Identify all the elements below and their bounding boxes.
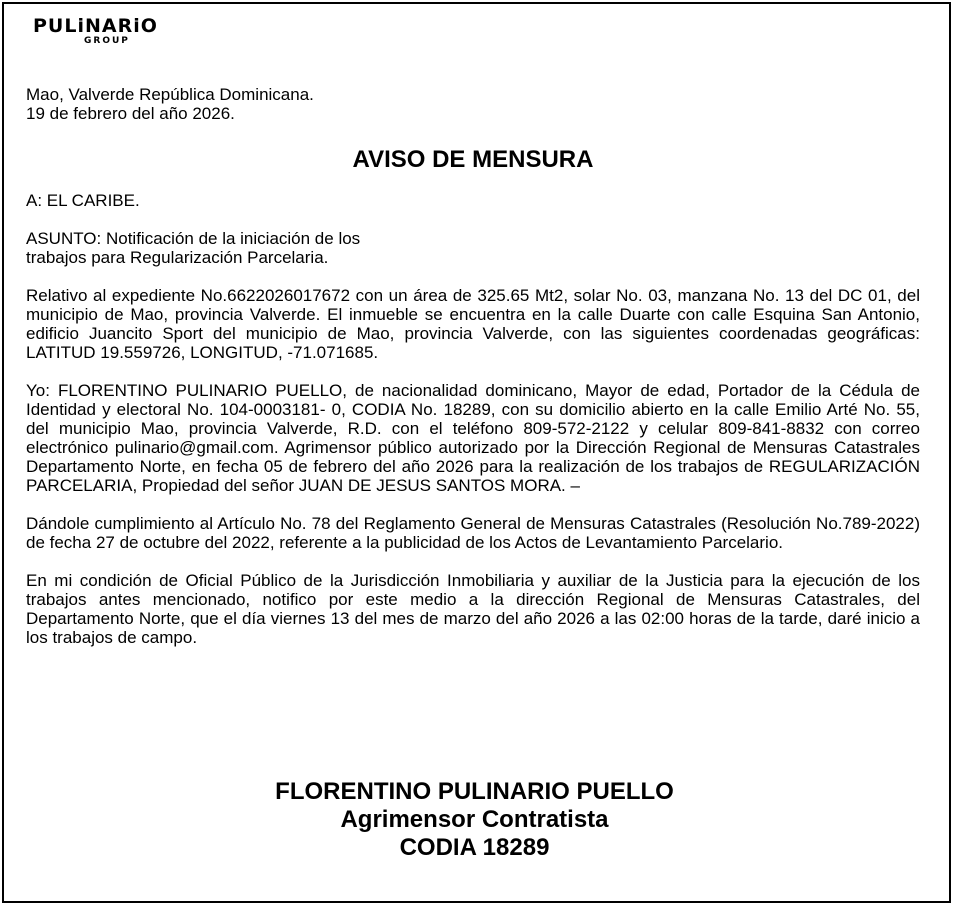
place-date-block xyxy=(26,85,920,123)
subject-line-1: ASUNTO: Notificación de la iniciación de los xyxy=(26,229,361,248)
logo-name: PULiNARiO xyxy=(33,15,158,37)
signer-role: Agrimensor Contratista xyxy=(340,806,609,833)
subject-line-2: trabajos para Regularización Parcelaria. xyxy=(26,248,329,267)
paragraph-regulation: Dándole cumplimiento al Artículo No. 78 del Reglamento General de Mensuras Catastrales (Resolución No.789-2022) de fecha 27 de octubre del 2022, referente a la publicidad de los Actos de Levantamiento Parcelario. xyxy=(26,514,920,552)
place-line: Mao, Valverde República Dominicana. xyxy=(26,85,314,104)
company-logo xyxy=(33,15,213,49)
paragraph-notification: En mi condición de Oficial Público de la Jurisdicción Inmobiliaria y auxiliar de la Justicia para la ejecución de los trabajos antes mencionado, notifico por este medio a la dirección Regional de Mensuras Catastrales, del Departamento Norte, que el día viernes 13 del mes de marzo del año 2026 a las 02:00 horas de la tarde, daré inicio a los trabajos de campo. xyxy=(26,571,920,647)
paragraph-expediente: Relativo al expediente No.6622026017672 con un área de 325.65 Mt2, solar No. 03, manzana No. 13 del DC 01, del municipio de Mao, provincia Valverde. El inmueble se encuentra en la calle Duarte con calle Esquina San Antonio, edificio Juancito Sport del municipio de Mao, provincia Valverde, con las siguientes coordenadas geográficas: LATITUD 19.559726, LONGITUD, -71.071685. xyxy=(26,286,920,362)
recipient-line: A: EL CARIBE. xyxy=(26,191,140,210)
logo-subtitle: GROUP xyxy=(84,36,130,46)
paragraph-declarant: Yo: FLORENTINO PULINARIO PUELLO, de nacionalidad dominicano, Mayor de edad, Portador de la Cédula de Identidad y electoral No. 104-0003181- 0, CODIA No. 18289, con su domicilio abierto en la calle Emilio Arté No. 55, del municipio Mao, provincia Valverde, R.D. con el teléfono 809-572-2122 y celular 809-841-8832 con correo electrónico pulinario@gmail.com. Agrimensor público autorizado por la Dirección Regional de Mensuras Catastrales Departamento Norte, en fecha 05 de febrero del año 2026 para la realización de los trabajos de REGULARIZACIÓN PARCELARIA, Propiedad del señor JUAN DE JESUS SANTOS MORA. – xyxy=(26,381,920,495)
notice-body xyxy=(26,85,920,647)
date-line: 19 de febrero del año 2026. xyxy=(26,104,235,123)
signer-codia: CODIA 18289 xyxy=(399,834,550,861)
signer-name: FLORENTINO PULINARIO PUELLO xyxy=(275,778,674,805)
notice-title: AVISO DE MENSURA xyxy=(352,146,594,173)
subject-block xyxy=(26,229,920,267)
signature-block xyxy=(0,778,949,862)
